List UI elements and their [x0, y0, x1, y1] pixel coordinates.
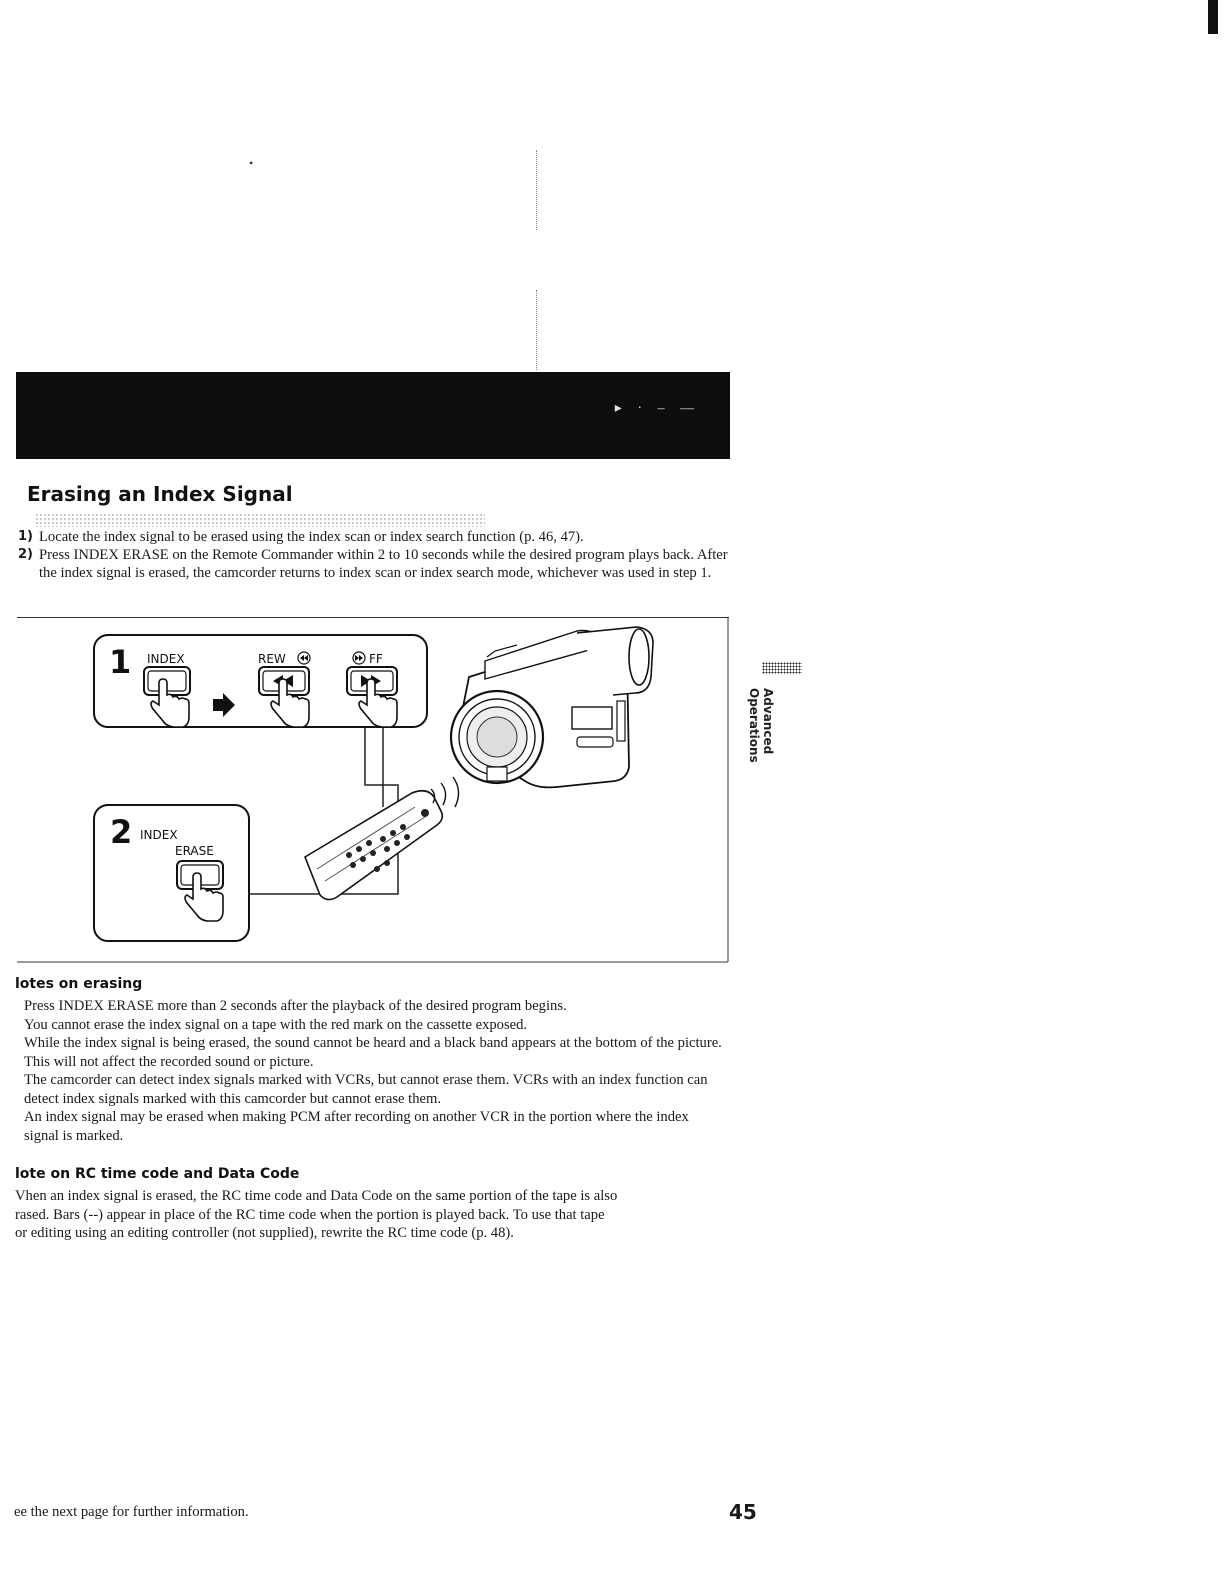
step-number: 2) — [18, 547, 33, 562]
list-item: An index signal may be erased when making PCM after recording on another VCR in the portion where the index signal is marked. — [24, 1109, 689, 1144]
dotted-scan-line — [536, 150, 537, 230]
step-item — [18, 546, 730, 582]
step2-number: 2 — [110, 813, 133, 851]
list-item: While the index signal is being erased, the sound cannot be heard and a black band appears at the bottom of the picture. This will not affect the recorded sound or picture. — [24, 1035, 722, 1070]
note-rc-line: rased. Bars (--) appear in place of the RC time code when the portion is played back. To use that tape — [15, 1206, 605, 1223]
rew-label: REW — [258, 652, 286, 666]
note-rc-paragraph — [15, 1187, 730, 1243]
note-rc-line: or editing using an editing controller (not supplied), rewrite the RC time code (p. 48). — [15, 1225, 514, 1241]
step1-box — [94, 635, 427, 727]
step-text: Press INDEX ERASE on the Remote Commander within 2 to 10 seconds while the desired program plays back. After the index signal is erased, the camcorder returns to index scan or index search mode, whichever was used in step 1. — [39, 547, 728, 581]
note-rc-line: Vhen an index signal is erased, the RC time code and Data Code on the same portion of the tape is also — [15, 1188, 618, 1204]
scan-speck: • — [249, 156, 254, 170]
section-title-text: Erasing an Index Signal — [27, 482, 293, 506]
section-title — [27, 482, 727, 508]
index-erase-label-line1: INDEX — [140, 828, 178, 842]
step-item — [18, 528, 730, 546]
illustration-figure — [17, 617, 729, 963]
dotted-scan-line — [536, 290, 537, 370]
notes-erasing-heading: lotes on erasing — [15, 976, 143, 992]
step2-box — [94, 805, 249, 941]
index-label: INDEX — [147, 652, 185, 666]
step-text: Locate the index signal to be erased using the index scan or index search function (p. 46, 47). — [39, 529, 584, 545]
header-band — [16, 372, 730, 459]
index-erase-label-line2: ERASE — [175, 844, 214, 858]
page-number: 45 — [729, 1500, 757, 1524]
list-item: The camcorder can detect index signals marked with VCRs, but cannot erase them. VCRs with an index function can detect index signals marked with this camcorder but cannot erase them. — [24, 1072, 708, 1107]
camcorder-illustration — [451, 627, 653, 787]
ff-label: FF — [369, 652, 383, 666]
notes-erasing-list — [24, 997, 724, 1145]
steps-list — [18, 528, 730, 582]
scan-artifact: ▸ · – — — [614, 401, 700, 416]
list-item: You cannot erase the index signal on a tape with the red mark on the cassette exposed. — [24, 1016, 528, 1033]
title-stipple-band — [35, 513, 485, 527]
remote-commander-illustration — [305, 777, 459, 900]
step1-number: 1 — [109, 643, 132, 681]
continue-note: ee the next page for further information. — [14, 1504, 249, 1520]
side-tab-marker — [762, 662, 802, 674]
corner-crop-mark — [1208, 0, 1218, 34]
step-number: 1) — [18, 529, 33, 544]
side-tab-label: Advanced Operations — [747, 688, 775, 763]
note-rc-heading: lote on RC time code and Data Code — [15, 1166, 300, 1182]
list-item: Press INDEX ERASE more than 2 seconds after the playback of the desired program begins. — [24, 998, 567, 1014]
